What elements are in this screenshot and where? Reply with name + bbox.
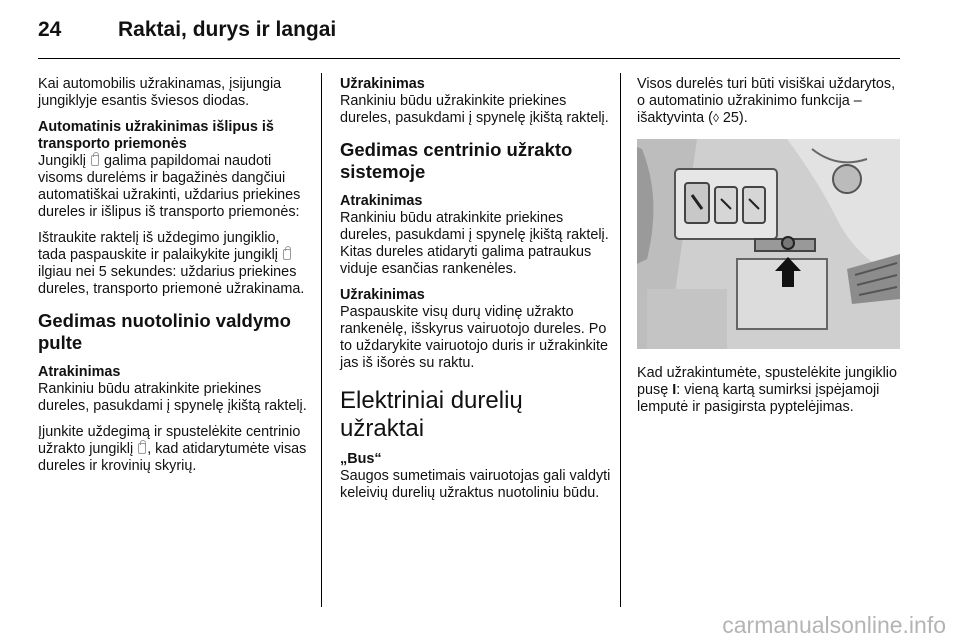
subheading: Atrakinimas <box>340 193 423 209</box>
section-heading: Gedimas centrinio užrakto sistemoje <box>340 139 573 182</box>
paragraph: Saugos sumetimais vairuotojas gali valdyti keleivių durelių užraktus nuotoliniu būdu. <box>340 468 611 501</box>
column-middle <box>340 76 612 511</box>
switch-panel-photo <box>637 139 900 349</box>
paragraph: Kai automobilis užrakinamas, įsijungia jungiklyje esantis šviesos diodas. <box>38 76 282 109</box>
section-heading: Gedimas nuotolinio valdymo pulte <box>38 310 291 353</box>
lock-switch-icon <box>138 443 146 454</box>
subheading: Užrakinimas <box>340 76 425 92</box>
column-divider-2 <box>620 73 621 607</box>
page-header <box>38 18 900 58</box>
subheading: Užrakinimas <box>340 287 425 303</box>
subheading: Automatinis užrakinimas išlipus iš transporto priemonės <box>38 119 274 152</box>
header-rule <box>38 58 900 59</box>
lock-switch-icon <box>283 249 291 260</box>
lock-switch-icon <box>91 155 99 166</box>
page-reference-icon: ◊ <box>712 111 719 125</box>
paragraph: Jungiklį galima papildomai naudoti visoms durelėms ir bagažinės dangčiui automatiškai užrakinti, uždarius priekines dureles ir išlipus iš transporto priemonės: <box>38 153 301 220</box>
subheading: „Bus“ <box>340 451 382 467</box>
column-divider-1 <box>321 73 322 607</box>
paragraph: Kad užrakintumėte, spustelėkite jungiklio pusę I: vieną kartą sumirksi įspėjamoji lemputė ir pasigirsta pyptelėjimas. <box>637 365 897 415</box>
paragraph: Rankiniu būdu atrakinkite priekines dureles, pasukdami į spynelę įkištą raktelį. <box>38 381 307 414</box>
paragraph: Ištraukite raktelį iš uždegimo jungiklio, tada paspauskite ir palaikykite jungiklį ilgiau nei 5 sekundes: uždarius priekines dureles, transporto priemonė užrakinama. <box>38 230 305 297</box>
chapter-heading: Elektriniai durelių užraktai <box>340 387 523 442</box>
paragraph: Paspauskite visų durų vidinę užrakto rankenėlę, išskyrus vairuotojo dureles. Po to uždarykite vairuotojo duris ir užrakinkite jas iš išorės su raktu. <box>340 304 608 371</box>
page-number: 24 <box>38 18 62 41</box>
paragraph: Visos durelės turi būti visiškai uždarytos, o automatinio užrakinimo funkcija – išaktyvinta (◊ 25). <box>637 76 896 126</box>
paragraph: Įjunkite uždegimą ir spustelėkite centrinio užrakto jungiklį , kad atidarytumėte visas dureles ir krovinių skyrių. <box>38 424 307 474</box>
subheading: Atrakinimas <box>38 364 121 380</box>
paragraph: Rankiniu būdu atrakinkite priekines dureles, pasukdami į spynelę įkištą raktelį. Kitas dureles atidaryti galima patraukus viduje esančias rankenėles. <box>340 210 609 277</box>
column-left <box>38 76 310 484</box>
watermark: carmanualsonline.info <box>722 612 946 638</box>
paragraph: Rankiniu būdu užrakinkite priekines dureles, pasukdami į spynelę įkištą raktelį. <box>340 93 609 126</box>
column-right <box>637 76 902 425</box>
page-title: Raktai, durys ir langai <box>118 18 337 41</box>
